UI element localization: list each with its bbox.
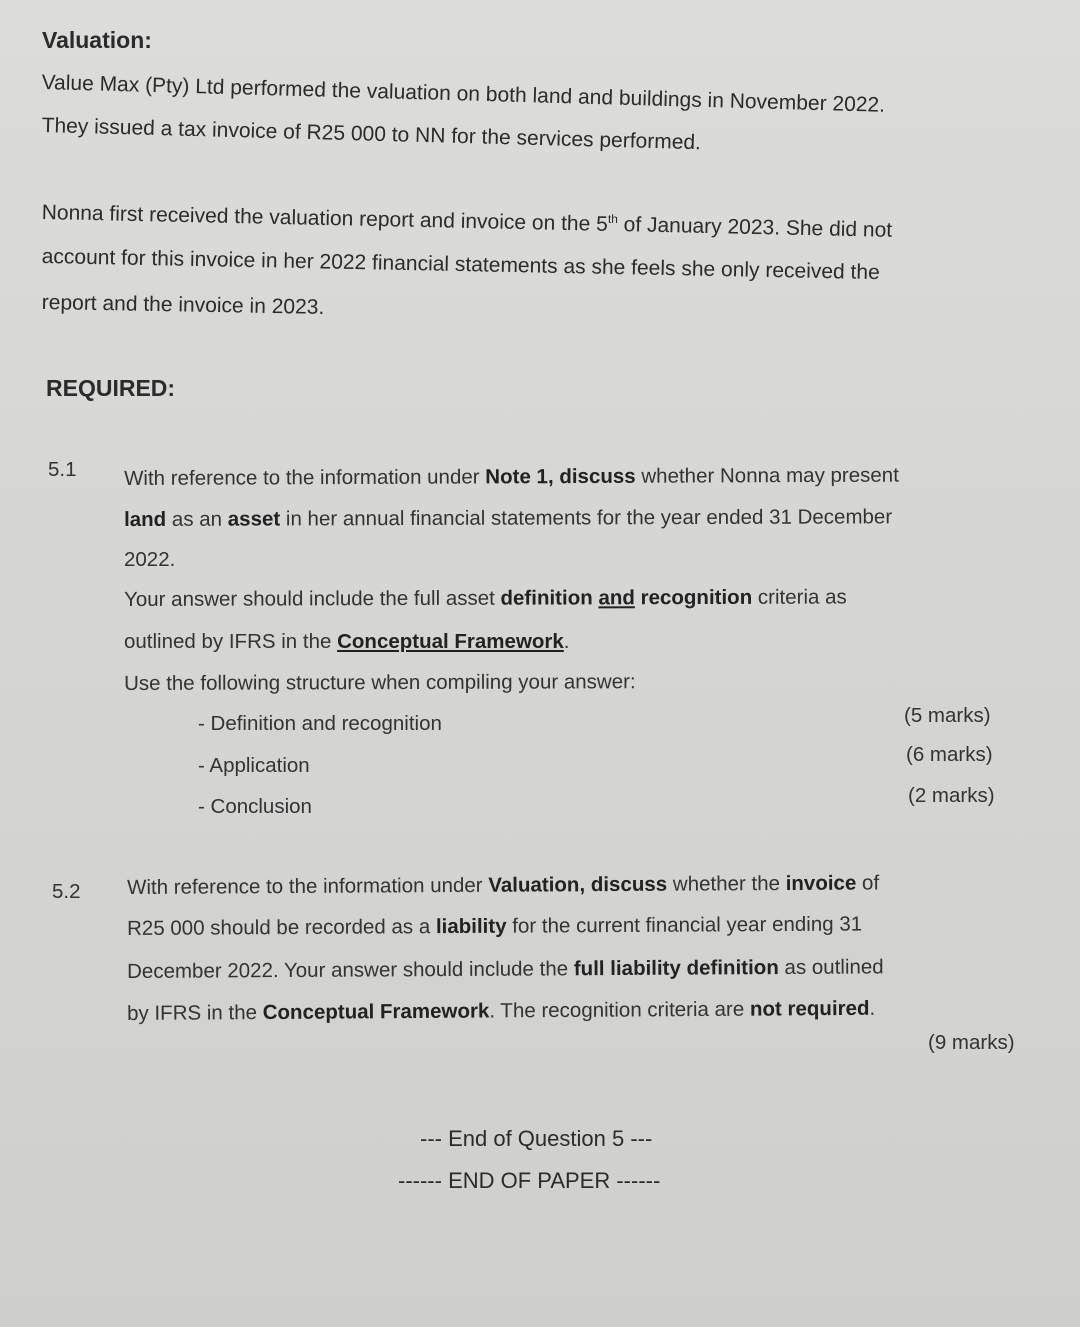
q5-2-line-2: R25 000 should be recorded as a liability for the current financial year ending 31 (127, 912, 863, 940)
q5-1-item-definition: - Definition and recognition (198, 712, 442, 735)
q5-1-line-4: Your answer should include the full asset definition and recognition criteria as (124, 585, 847, 611)
end-of-question: --- End of Question 5 --- (420, 1126, 653, 1151)
q5-2-marks: (9 marks) (928, 1031, 1015, 1054)
q5-1-item-application-marks: (6 marks) (906, 743, 993, 766)
question-5-1-number: 5.1 (48, 458, 77, 481)
nonna-line-3: report and the invoice in 2023. (41, 290, 325, 319)
q5-1-line-1: With reference to the information under Note 1, discuss whether Nonna may present (124, 463, 899, 490)
q5-1-line-5: outlined by IFRS in the Conceptual Framework. (124, 630, 570, 653)
valuation-line-2: They issued a tax invoice of R25 000 to NN for the services performed. (41, 113, 702, 155)
q5-1-line-6: Use the following structure when compiling your answer: (124, 670, 636, 695)
q5-2-line-4: by IFRS in the Conceptual Framework. The recognition criteria are not required. (127, 996, 876, 1025)
question-5-2-number: 5.2 (52, 880, 81, 903)
nonna-line-1: Nonna first received the valuation report and invoice on the 5th of January 2023. She did not (41, 200, 893, 242)
q5-1-item-conclusion: - Conclusion (198, 795, 312, 818)
end-of-paper: ------ END OF PAPER ------ (398, 1168, 661, 1193)
q5-2-line-3: December 2022. Your answer should include the full liability definition as outlined (127, 955, 884, 983)
q5-2-line-1: With reference to the information under Valuation, discuss whether the invoice of (127, 871, 880, 899)
q5-1-line-2: land as an asset in her annual financial statements for the year ended 31 December (124, 505, 893, 531)
q5-1-item-application: - Application (198, 754, 310, 777)
required-heading: REQUIRED: (46, 375, 176, 401)
q5-1-item-definition-marks: (5 marks) (904, 704, 991, 727)
q5-1-item-conclusion-marks: (2 marks) (908, 784, 995, 807)
valuation-line-1: Value Max (Pty) Ltd performed the valuation on both land and buildings in November 2022. (41, 70, 886, 117)
nonna-line-2: account for this invoice in her 2022 financial statements as she feels she only received the (41, 244, 880, 285)
q5-1-line-3: 2022. (124, 548, 176, 571)
valuation-heading: Valuation: (42, 27, 152, 53)
